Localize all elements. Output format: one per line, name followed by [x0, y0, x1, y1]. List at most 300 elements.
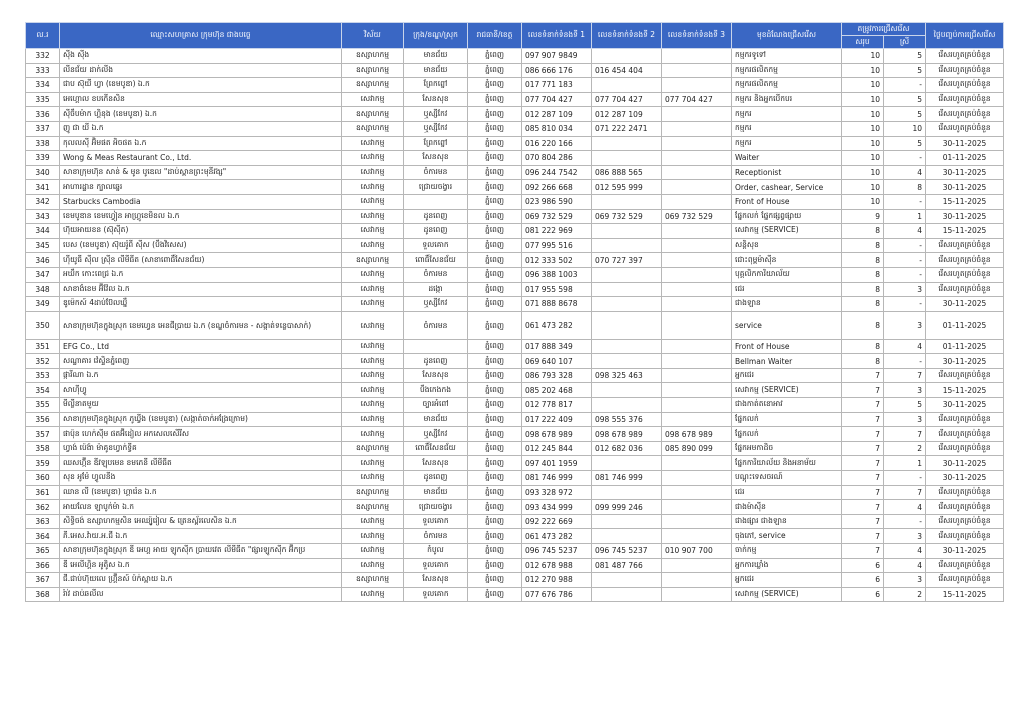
sector-cell: សេវាកម្ម: [342, 529, 404, 544]
company-name: សាខាក្រុមហ៊ុន សាន់ & មូន បូឌេល "ដាប់ស្ពានព្រះមុនីវង្ស": [60, 165, 342, 180]
province-cell: ភ្នំពេញ: [468, 224, 522, 239]
sector-cell: សេវាកម្ម: [342, 311, 404, 339]
phone-2-cell: [592, 311, 662, 339]
table-row: [26, 165, 1004, 180]
sector-cell: សេវាកម្ម: [342, 354, 404, 369]
phone-1-cell: 069 640 107: [522, 354, 592, 369]
row-number: 353: [26, 368, 60, 383]
province-cell: ភ្នំពេញ: [468, 209, 522, 224]
row-number: 363: [26, 514, 60, 529]
row-number: 368: [26, 587, 60, 602]
position-cell: ផ្នែកលក់ ផ្នែកផ្សព្វផ្សាយ: [732, 209, 842, 224]
female-hiring-cell: 4: [884, 500, 926, 515]
district-cell: ចំការមន: [404, 311, 468, 339]
female-hiring-cell: 5: [884, 63, 926, 78]
district-cell: កំបូល: [404, 544, 468, 559]
total-hiring-cell: 10: [842, 107, 884, 122]
sector-cell: សេវាកម្ម: [342, 558, 404, 573]
row-number: 351: [26, 339, 60, 354]
female-hiring-cell: 4: [884, 544, 926, 559]
company-name: EFG Co., Ltd: [60, 339, 342, 354]
total-hiring-cell: 7: [842, 441, 884, 456]
company-name: សាខាក្រុមហ៊ុនក្នុងស្រុក ភូឃ្វីង (ខេមបូឌា) (សង្កាត់ចាក់អង្រែក្រោម): [60, 412, 342, 427]
row-number: 333: [26, 63, 60, 78]
sector-cell: សេវាកម្ម: [342, 587, 404, 602]
total-hiring-cell: 8: [842, 311, 884, 339]
sector-cell: សេវាកម្ម: [342, 238, 404, 253]
total-hiring-cell: 7: [842, 368, 884, 383]
row-number: 361: [26, 485, 60, 500]
row-number: 342: [26, 194, 60, 209]
province-cell: ភ្នំពេញ: [468, 253, 522, 268]
table-row: [26, 238, 1004, 253]
sector-cell: សេវាកម្ម: [342, 412, 404, 427]
sector-cell: សេវាកម្ម: [342, 136, 404, 151]
phone-2-cell: [592, 529, 662, 544]
total-hiring-cell: 10: [842, 92, 884, 107]
total-hiring-cell: 7: [842, 514, 884, 529]
phone-1-cell: 085 810 034: [522, 121, 592, 136]
phone-1-cell: 086 793 328: [522, 368, 592, 383]
table-row: [26, 224, 1004, 239]
total-hiring-cell: 7: [842, 544, 884, 559]
header-female: ស្រី: [884, 36, 926, 49]
phone-3-cell: [662, 412, 732, 427]
total-hiring-cell: 7: [842, 427, 884, 442]
district-cell: មានជ័យ: [404, 49, 468, 64]
province-cell: ភ្នំពេញ: [468, 587, 522, 602]
district-cell: ទួលគោក: [404, 238, 468, 253]
district-cell: សែនសុខ: [404, 573, 468, 588]
district-cell: ព្រែកព្នៅ: [404, 136, 468, 151]
phone-1-cell: 093 328 972: [522, 485, 592, 500]
company-name: ភី.អេស.វ៉ាយ.អ.ជី ឯ.ក: [60, 529, 342, 544]
phone-2-cell: 077 704 427: [592, 92, 662, 107]
position-cell: ជោះពុម្ពម៉ាស៊ីន: [732, 253, 842, 268]
company-name: ញូ ជា យី ឯ.ក: [60, 121, 342, 136]
district-cell: សែនសុខ: [404, 92, 468, 107]
company-name: មីល្លីនាតមួយ: [60, 398, 342, 413]
sector-cell: សេវាកម្ម: [342, 267, 404, 282]
phone-3-cell: 098 678 989: [662, 427, 732, 442]
total-hiring-cell: 10: [842, 194, 884, 209]
phone-3-cell: [662, 63, 732, 78]
province-cell: ភ្នំពេញ: [468, 485, 522, 500]
phone-1-cell: 023 986 590: [522, 194, 592, 209]
phone-2-cell: 012 595 999: [592, 180, 662, 195]
header-province: រាជធានី/ខេត្ត: [468, 23, 522, 49]
deadline-cell: 30-11-2025: [926, 456, 1004, 471]
position-cell: ផ្នែកអមកាដិច: [732, 441, 842, 456]
phone-3-cell: [662, 456, 732, 471]
phone-1-cell: 012 245 844: [522, 441, 592, 456]
female-hiring-cell: 3: [884, 311, 926, 339]
district-cell: [404, 339, 468, 354]
district-cell: បឹងកេងកង: [404, 383, 468, 398]
province-cell: ភ្នំពេញ: [468, 368, 522, 383]
row-number: 354: [26, 383, 60, 398]
table-row: [26, 354, 1004, 369]
female-hiring-cell: 5: [884, 136, 926, 151]
deadline-cell: 01-11-2025: [926, 151, 1004, 166]
phone-1-cell: 096 745 5237: [522, 544, 592, 559]
table-row: [26, 441, 1004, 456]
district-cell: មានជ័យ: [404, 63, 468, 78]
district-cell: ដូនពេញ: [404, 209, 468, 224]
row-number: 346: [26, 253, 60, 268]
phone-1-cell: 081 222 969: [522, 224, 592, 239]
table-row: [26, 427, 1004, 442]
deadline-cell: រើសរហូតគ្រប់ចំនួន: [926, 529, 1004, 544]
phone-3-cell: [662, 514, 732, 529]
province-cell: ភ្នំពេញ: [468, 398, 522, 413]
phone-2-cell: [592, 282, 662, 297]
female-hiring-cell: 3: [884, 573, 926, 588]
row-number: 332: [26, 49, 60, 64]
table-row: [26, 456, 1004, 471]
deadline-cell: រើសរហូតគ្រប់ចំនួន: [926, 49, 1004, 64]
phone-2-cell: 012 682 036: [592, 441, 662, 456]
table-row: [26, 78, 1004, 93]
phone-2-cell: 081 746 999: [592, 471, 662, 486]
female-hiring-cell: 1: [884, 456, 926, 471]
sector-cell: ឧស្សាហកម្ម: [342, 253, 404, 268]
table-row: [26, 573, 1004, 588]
deadline-cell: រើសរហូតគ្រប់ចំនួន: [926, 267, 1004, 282]
row-number: 358: [26, 441, 60, 456]
phone-2-cell: 070 727 397: [592, 253, 662, 268]
sector-cell: ឧស្សាហកម្ម: [342, 573, 404, 588]
position-cell: កម្មករ និងអ្នកបើកបរ: [732, 92, 842, 107]
position-cell: ជេរ: [732, 485, 842, 500]
phone-3-cell: [662, 121, 732, 136]
company-name: អឃឹក កោះពេជ្រ ឯ.ក: [60, 267, 342, 282]
phone-3-cell: [662, 529, 732, 544]
female-hiring-cell: -: [884, 151, 926, 166]
phone-3-cell: 010 907 700: [662, 544, 732, 559]
district-cell: មានជ័យ: [404, 485, 468, 500]
phone-2-cell: [592, 78, 662, 93]
deadline-cell: រើសរហូតគ្រប់ចំនួន: [926, 63, 1004, 78]
female-hiring-cell: 5: [884, 92, 926, 107]
position-cell: Receptionist: [732, 165, 842, 180]
table-body: [26, 49, 1004, 602]
phone-1-cell: 096 244 7542: [522, 165, 592, 180]
deadline-cell: 30-11-2025: [926, 471, 1004, 486]
total-hiring-cell: 9: [842, 209, 884, 224]
row-number: 355: [26, 398, 60, 413]
phone-1-cell: 012 287 109: [522, 107, 592, 122]
phone-2-cell: [592, 354, 662, 369]
position-cell: Front of House: [732, 194, 842, 209]
phone-3-cell: [662, 224, 732, 239]
position-cell: ជាងឡាន: [732, 297, 842, 312]
district-cell: សែនសុខ: [404, 151, 468, 166]
province-cell: ភ្នំពេញ: [468, 544, 522, 559]
deadline-cell: រើសរហូតគ្រប់ចំនួន: [926, 78, 1004, 93]
table-row: [26, 514, 1004, 529]
province-cell: ភ្នំពេញ: [468, 282, 522, 297]
phone-2-cell: [592, 297, 662, 312]
position-cell: កម្មករ: [732, 107, 842, 122]
company-name: ហ៊ុយអាយខន (ស៊ុស៊ីត): [60, 224, 342, 239]
row-number: 337: [26, 121, 60, 136]
phone-1-cell: 096 388 1003: [522, 267, 592, 282]
province-cell: ភ្នំពេញ: [468, 471, 522, 486]
total-hiring-cell: 6: [842, 558, 884, 573]
table-row: [26, 253, 1004, 268]
sector-cell: សេវាកម្ម: [342, 339, 404, 354]
header-phone-2: លេខទំនាក់ទំនងទី 2: [592, 23, 662, 49]
deadline-cell: 15-11-2025: [926, 224, 1004, 239]
female-hiring-cell: 5: [884, 107, 926, 122]
phone-2-cell: 086 888 565: [592, 165, 662, 180]
district-cell: ឬស្សីកែវ: [404, 427, 468, 442]
deadline-cell: រើសរហូតគ្រប់ចំនួន: [926, 573, 1004, 588]
district-cell: ចំការមន: [404, 165, 468, 180]
phone-1-cell: 017 955 598: [522, 282, 592, 297]
table-row: [26, 63, 1004, 78]
phone-1-cell: 086 666 176: [522, 63, 592, 78]
phone-2-cell: [592, 267, 662, 282]
deadline-cell: 30-11-2025: [926, 544, 1004, 559]
district-cell: ដូនពេញ: [404, 471, 468, 486]
province-cell: ភ្នំពេញ: [468, 165, 522, 180]
phone-1-cell: 012 678 988: [522, 558, 592, 573]
company-name: កុលលស៊ី អ៊ិមផត អិចផត ឯ.ក: [60, 136, 342, 151]
deadline-cell: 30-11-2025: [926, 180, 1004, 195]
deadline-cell: 30-11-2025: [926, 209, 1004, 224]
row-number: 365: [26, 544, 60, 559]
female-hiring-cell: 1: [884, 209, 926, 224]
female-hiring-cell: 4: [884, 224, 926, 239]
phone-1-cell: 012 270 988: [522, 573, 592, 588]
sector-cell: សេវាកម្ម: [342, 297, 404, 312]
company-name: ឈសហ្ក៊ីន ឌីវឡុបមេន ខមភេនី លីមីធីត: [60, 456, 342, 471]
total-hiring-cell: 10: [842, 136, 884, 151]
province-cell: ភ្នំពេញ: [468, 180, 522, 195]
female-hiring-cell: 3: [884, 412, 926, 427]
district-cell: ចំការមន: [404, 529, 468, 544]
row-number: 336: [26, 107, 60, 122]
company-name: ជី.ជាប់ហ៊ុយលេ ហ្គ្រ៊ីនស៍ ប៉ក់ស្អាយ ឯ.ក: [60, 573, 342, 588]
company-name: រ៉ាវ់ ដាប់ឆលីល: [60, 587, 342, 602]
table-row: [26, 311, 1004, 339]
row-number: 334: [26, 78, 60, 93]
phone-3-cell: [662, 136, 732, 151]
header-phone-3: លេខទំនាក់ទំនងទី 3: [662, 23, 732, 49]
deadline-cell: រើសរហូតគ្រប់ចំនួន: [926, 441, 1004, 456]
company-name: ហ្វាង់ ប៉េង៉ា ម៉ាគូខហ្វាក់ទ្វីគ: [60, 441, 342, 456]
district-cell: ឬស្សីកែវ: [404, 107, 468, 122]
phone-1-cell: 012 778 817: [522, 398, 592, 413]
total-hiring-cell: 8: [842, 297, 884, 312]
phone-3-cell: [662, 485, 732, 500]
phone-3-cell: [662, 238, 732, 253]
position-cell: ផ្នែកលក់: [732, 412, 842, 427]
total-hiring-cell: 10: [842, 151, 884, 166]
header-total: សរុប: [842, 36, 884, 49]
sector-cell: សេវាកម្ម: [342, 165, 404, 180]
position-cell: សេវាកម្ម (SERVICE): [732, 587, 842, 602]
district-cell: ចំការមន: [404, 267, 468, 282]
table-row: [26, 136, 1004, 151]
row-number: 360: [26, 471, 60, 486]
sector-cell: ឧស្សាហកម្ម: [342, 500, 404, 515]
company-name: ផ្ការីណា ឯ.ក: [60, 368, 342, 383]
phone-3-cell: 077 704 427: [662, 92, 732, 107]
phone-3-cell: 085 890 099: [662, 441, 732, 456]
district-cell: ឬស្សីកែវ: [404, 297, 468, 312]
sector-cell: សេវាកម្ម: [342, 224, 404, 239]
total-hiring-cell: 7: [842, 471, 884, 486]
position-cell: សេវាកម្ម (SERVICE): [732, 383, 842, 398]
female-hiring-cell: 3: [884, 529, 926, 544]
sector-cell: ឧស្សាហកម្ម: [342, 49, 404, 64]
table-row: [26, 398, 1004, 413]
position-cell: Waiter: [732, 151, 842, 166]
phone-2-cell: 069 732 529: [592, 209, 662, 224]
header-hiring: តម្រូវការជ្រើសរើស: [842, 23, 926, 36]
table-row: [26, 412, 1004, 427]
female-hiring-cell: -: [884, 354, 926, 369]
phone-3-cell: [662, 558, 732, 573]
table-row: [26, 267, 1004, 282]
deadline-cell: រើសរហូតគ្រប់ចំនួន: [926, 485, 1004, 500]
phone-1-cell: 097 907 9849: [522, 49, 592, 64]
company-name: អាយលែន ឡាបូក់ម៉ា ឯ.ក: [60, 500, 342, 515]
total-hiring-cell: 7: [842, 383, 884, 398]
company-name: សុខ អូម៉ែ ហ្វូលនីង: [60, 471, 342, 486]
phone-3-cell: [662, 180, 732, 195]
company-name: ផាប៉ុន ហេក់ស៊ីម ផតអ៊ីដៀល អកសេលសើរីស: [60, 427, 342, 442]
table-row: [26, 107, 1004, 122]
phone-2-cell: [592, 398, 662, 413]
province-cell: ភ្នំពេញ: [468, 297, 522, 312]
female-hiring-cell: 7: [884, 368, 926, 383]
district-cell: ទួលគោក: [404, 558, 468, 573]
position-cell: service: [732, 311, 842, 339]
header-phone-1: លេខទំនាក់ទំនងទី 1: [522, 23, 592, 49]
deadline-cell: 15-11-2025: [926, 587, 1004, 602]
total-hiring-cell: 7: [842, 485, 884, 500]
phone-3-cell: [662, 339, 732, 354]
phone-3-cell: [662, 573, 732, 588]
phone-1-cell: 017 222 409: [522, 412, 592, 427]
company-name: សណ្ឋាគារ វ៉េស្ទិនភ្នំពេញ: [60, 354, 342, 369]
phone-2-cell: 081 487 766: [592, 558, 662, 573]
district-cell: ដង្កោ: [404, 282, 468, 297]
total-hiring-cell: 8: [842, 354, 884, 369]
female-hiring-cell: -: [884, 253, 926, 268]
position-cell: កម្មករ: [732, 121, 842, 136]
total-hiring-cell: 10: [842, 78, 884, 93]
deadline-cell: 15-11-2025: [926, 383, 1004, 398]
position-cell: កម្មករ: [732, 136, 842, 151]
position-cell: ចុងភៅ, service: [732, 529, 842, 544]
row-number: 339: [26, 151, 60, 166]
company-name: សាខាក្រុមហ៊ុនក្នុងស្រុក ឌី អេហ្គ អាយ ឡូកស៊ីក ប្រាយវេត លីមីធីត "ផ្សារឡូកស៊ីក អ៊ីកប្រ: [60, 544, 342, 559]
province-cell: ភ្នំពេញ: [468, 441, 522, 456]
sector-cell: សេវាកម្ម: [342, 194, 404, 209]
position-cell: ជាងផ្សារ ជាងឡាន: [732, 514, 842, 529]
district-cell: សែនសុខ: [404, 368, 468, 383]
total-hiring-cell: 8: [842, 238, 884, 253]
province-cell: ភ្នំពេញ: [468, 456, 522, 471]
deadline-cell: 30-11-2025: [926, 136, 1004, 151]
district-cell: [404, 194, 468, 209]
phone-2-cell: 071 222 2471: [592, 121, 662, 136]
female-hiring-cell: 5: [884, 398, 926, 413]
position-cell: ជាងកាត់តខោអាវ: [732, 398, 842, 413]
table-row: [26, 92, 1004, 107]
company-name: ស៊ីង ស៊ីង: [60, 49, 342, 64]
sector-cell: សេវាកម្ម: [342, 383, 404, 398]
phone-1-cell: 077 995 516: [522, 238, 592, 253]
phone-1-cell: 017 771 183: [522, 78, 592, 93]
female-hiring-cell: -: [884, 78, 926, 93]
phone-3-cell: [662, 78, 732, 93]
phone-1-cell: 097 401 1959: [522, 456, 592, 471]
phone-2-cell: 016 454 404: [592, 63, 662, 78]
sector-cell: សេវាកម្ម: [342, 209, 404, 224]
province-cell: ភ្នំពេញ: [468, 412, 522, 427]
table-row: [26, 544, 1004, 559]
phone-1-cell: 092 222 669: [522, 514, 592, 529]
deadline-cell: រើសរហូតគ្រប់ចំនួន: [926, 412, 1004, 427]
position-cell: ជាងម៉ាស៊ីន: [732, 500, 842, 515]
total-hiring-cell: 8: [842, 267, 884, 282]
sector-cell: សេវាកម្ម: [342, 282, 404, 297]
phone-2-cell: [592, 383, 662, 398]
female-hiring-cell: 2: [884, 587, 926, 602]
position-cell: Bellman Waiter: [732, 354, 842, 369]
row-number: 364: [26, 529, 60, 544]
row-number: 347: [26, 267, 60, 282]
district-cell: ពោធិ៍សែនជ័យ: [404, 253, 468, 268]
position-cell: សេវាកម្ម (SERVICE): [732, 224, 842, 239]
company-name: ស៊ីចឹបម៉ាក ហ្គិនុង (ខេមបូឌា) ឯ.ក: [60, 107, 342, 122]
province-cell: ភ្នំពេញ: [468, 63, 522, 78]
province-cell: ភ្នំពេញ: [468, 194, 522, 209]
district-cell: ជ្រោយចង្វារ: [404, 500, 468, 515]
company-name: សាខាក្រុមហ៊ុនក្នុងស្រុក ខេមហ្វេន អេនជីប្រាយ ឯ.ក (ខណ្ឌចំការមន - សង្កាត់ទន្លេបាសាក់): [60, 311, 342, 339]
phone-2-cell: [592, 224, 662, 239]
female-hiring-cell: -: [884, 471, 926, 486]
phone-1-cell: 081 746 999: [522, 471, 592, 486]
row-number: 344: [26, 224, 60, 239]
phone-3-cell: [662, 282, 732, 297]
position-cell: អ្នកជេរ: [732, 573, 842, 588]
table-row: [26, 297, 1004, 312]
deadline-cell: រើសរហូតគ្រប់ចំនួន: [926, 107, 1004, 122]
phone-1-cell: 098 678 989: [522, 427, 592, 442]
phone-3-cell: [662, 383, 732, 398]
row-number: 366: [26, 558, 60, 573]
sector-cell: ឧស្សាហកម្ម: [342, 485, 404, 500]
female-hiring-cell: 10: [884, 121, 926, 136]
table-row: [26, 500, 1004, 515]
total-hiring-cell: 8: [842, 282, 884, 297]
company-name: ខេមបូឌាន ខេមហ្វៀន អាហ្គ្រូខេមិខល ឯ.ក: [60, 209, 342, 224]
deadline-cell: រើសរហូតគ្រប់ចំនួន: [926, 238, 1004, 253]
phone-3-cell: [662, 311, 732, 339]
header-no: ល.រ: [26, 23, 60, 49]
sector-cell: ឧស្សាហកម្ម: [342, 78, 404, 93]
header-district: ក្រុង/ខណ្ឌ/ស្រុក: [404, 23, 468, 49]
district-cell: ព្រែកព្នៅ: [404, 78, 468, 93]
table-row: [26, 529, 1004, 544]
